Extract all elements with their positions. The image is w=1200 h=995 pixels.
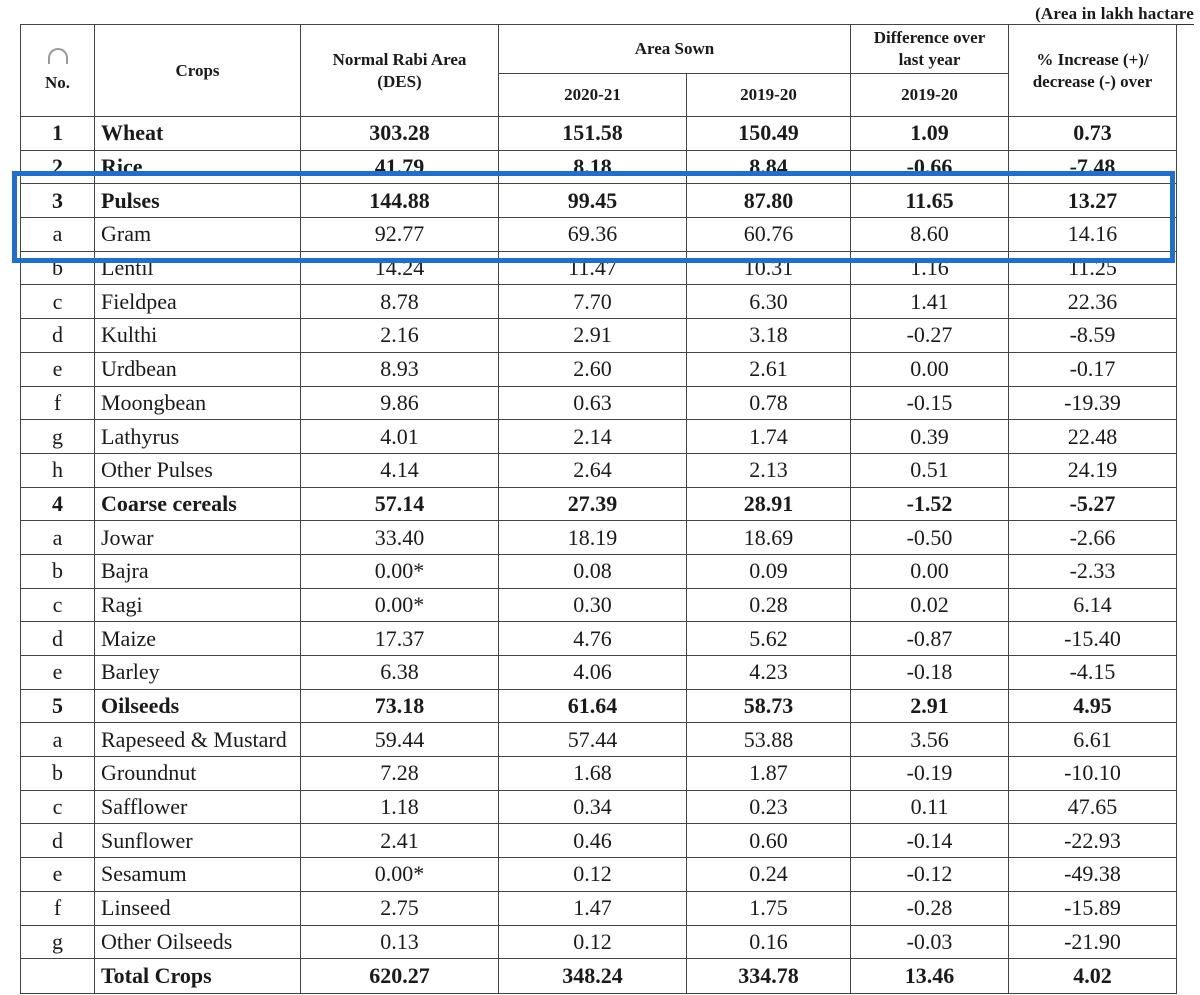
cell-percent-change: -49.38 [1009,858,1177,892]
cell-normal-area: 7.28 [301,757,499,791]
table-row [21,117,1177,151]
table-row [21,487,1177,521]
cell-area-2020-21: 7.70 [499,285,687,319]
units-caption: (Area in lakh hactare [1035,4,1194,23]
cell-normal-area: 9.86 [301,386,499,420]
cell-area-2019-20: 0.78 [687,386,851,420]
cell-area-2020-21: 57.44 [499,723,687,757]
cell-normal-area: 0.13 [301,925,499,959]
cell-difference: 0.51 [851,453,1009,487]
cell-percent-change: 47.65 [1009,790,1177,824]
cell-normal-area: 6.38 [301,656,499,690]
cell-crop: Coarse cereals [95,487,301,521]
cell-difference: 0.39 [851,420,1009,454]
cell-difference: 11.65 [851,184,1009,218]
cell-difference: -0.87 [851,622,1009,656]
table-row [21,453,1177,487]
cell-area-2019-20: 28.91 [687,487,851,521]
cell-difference: -0.27 [851,319,1009,353]
table-row [21,689,1177,723]
table-row [21,521,1177,555]
cell-no: 3 [21,184,95,218]
cell-area-2020-21: 2.91 [499,319,687,353]
table-body [21,117,1177,994]
cell-percent-change: 22.48 [1009,420,1177,454]
table-row [21,925,1177,959]
table-row [21,352,1177,386]
cell-difference: -0.12 [851,858,1009,892]
cell-area-2019-20: 5.62 [687,622,851,656]
cell-no: c [21,285,95,319]
cell-crop: Other Pulses [95,453,301,487]
cell-crop: Kulthi [95,319,301,353]
cell-area-2019-20: 0.16 [687,925,851,959]
header-pct-line1: % Increase (+)/ [1036,49,1149,69]
header-year-2019-20: 2019-20 [687,74,851,117]
cell-percent-change: 14.16 [1009,218,1177,252]
cell-normal-area: 4.14 [301,453,499,487]
cell-difference: 1.41 [851,285,1009,319]
cell-no: g [21,925,95,959]
cell-percent-change: -15.89 [1009,891,1177,925]
cell-normal-area: 0.00* [301,554,499,588]
header-diff-line1: Difference over [873,28,986,47]
cell-difference: 13.46 [851,959,1009,994]
cell-percent-change: 4.02 [1009,959,1177,994]
cell-crop: Wheat [95,117,301,151]
cell-no: 5 [21,689,95,723]
cell-difference: 8.60 [851,218,1009,252]
table-row [21,218,1177,252]
cell-normal-area: 8.78 [301,285,499,319]
cell-area-2019-20: 1.87 [687,757,851,791]
cell-no: c [21,790,95,824]
cell-area-2019-20: 2.13 [687,453,851,487]
cell-no: b [21,554,95,588]
cell-normal-area: 1.18 [301,790,499,824]
cell-area-2019-20: 0.23 [687,790,851,824]
table-row [21,891,1177,925]
cell-percent-change: 11.25 [1009,251,1177,285]
cell-no: d [21,319,95,353]
cell-area-2020-21: 18.19 [499,521,687,555]
header-normal-line1: Normal Rabi Area [332,49,467,69]
cell-normal-area: 33.40 [301,521,499,555]
cell-crop: Oilseeds [95,689,301,723]
cell-area-2019-20: 1.75 [687,891,851,925]
cell-area-2019-20: 18.69 [687,521,851,555]
cell-area-2020-21: 99.45 [499,184,687,218]
cell-no: 1 [21,117,95,151]
cell-no: b [21,251,95,285]
cell-percent-change: -2.33 [1009,554,1177,588]
cell-normal-area: 8.93 [301,352,499,386]
cell-normal-area: 2.16 [301,319,499,353]
cell-area-2019-20: 58.73 [687,689,851,723]
table-row [21,858,1177,892]
cell-crop: Lathyrus [95,420,301,454]
cell-difference: 0.00 [851,554,1009,588]
cell-no: e [21,858,95,892]
cell-crop: Urdbean [95,352,301,386]
cell-crop: Sesamum [95,858,301,892]
cell-area-2019-20: 87.80 [687,184,851,218]
cell-percent-change: -7.48 [1009,150,1177,184]
cell-no: f [21,891,95,925]
header-area-sown: Area Sown [499,25,851,74]
cell-difference: -0.50 [851,521,1009,555]
cell-no: a [21,521,95,555]
cell-area-2020-21: 1.47 [499,891,687,925]
cell-percent-change: -22.93 [1009,824,1177,858]
cell-difference: -0.03 [851,925,1009,959]
cell-crop: Bajra [95,554,301,588]
cell-normal-area: 303.28 [301,117,499,151]
table-row [21,622,1177,656]
cell-difference: 1.09 [851,117,1009,151]
cell-crop: Sunflower [95,824,301,858]
cell-difference: -0.66 [851,150,1009,184]
cell-crop: Jowar [95,521,301,555]
cell-difference: 0.00 [851,352,1009,386]
cell-no: 4 [21,487,95,521]
cell-area-2020-21: 11.47 [499,251,687,285]
cell-area-2019-20: 150.49 [687,117,851,151]
cell-area-2020-21: 151.58 [499,117,687,151]
cell-percent-change: 0.73 [1009,117,1177,151]
cell-normal-area: 73.18 [301,689,499,723]
cell-no: 2 [21,150,95,184]
cell-crop: Ragi [95,588,301,622]
cell-no: g [21,420,95,454]
cell-crop: Total Crops [95,959,301,994]
cell-area-2020-21: 61.64 [499,689,687,723]
cell-normal-area: 4.01 [301,420,499,454]
header-percent-change [1009,25,1177,117]
table-row [21,285,1177,319]
cell-area-2020-21: 348.24 [499,959,687,994]
cell-percent-change: -4.15 [1009,656,1177,690]
cell-crop: Lentil [95,251,301,285]
cell-area-2020-21: 2.14 [499,420,687,454]
cell-normal-area: 0.00* [301,588,499,622]
cell-percent-change: 22.36 [1009,285,1177,319]
cell-area-2019-20: 334.78 [687,959,851,994]
cell-area-2020-21: 69.36 [499,218,687,252]
table-row [21,319,1177,353]
header-difference [851,25,1009,74]
cell-normal-area: 59.44 [301,723,499,757]
cell-difference: 2.91 [851,689,1009,723]
cell-crop: Pulses [95,184,301,218]
cell-area-2020-21: 0.12 [499,858,687,892]
cell-no: f [21,386,95,420]
cell-percent-change: -21.90 [1009,925,1177,959]
header-no [21,25,95,117]
table-row [21,554,1177,588]
header-normal-line2: (DES) [377,71,422,91]
cell-area-2019-20: 2.61 [687,352,851,386]
cell-no: e [21,352,95,386]
cell-area-2020-21: 0.63 [499,386,687,420]
cell-area-2020-21: 4.06 [499,656,687,690]
cell-area-2019-20: 60.76 [687,218,851,252]
cell-difference: 3.56 [851,723,1009,757]
cell-difference: -0.14 [851,824,1009,858]
cell-percent-change: 13.27 [1009,184,1177,218]
cell-area-2020-21: 0.34 [499,790,687,824]
header-normal-area [301,25,499,117]
cell-area-2019-20: 0.60 [687,824,851,858]
header-pct-line2: decrease (-) over [1032,71,1153,91]
rabi-area-table [20,24,1177,994]
cell-area-2020-21: 1.68 [499,757,687,791]
table-row [21,386,1177,420]
cell-percent-change: -19.39 [1009,386,1177,420]
table-row [21,790,1177,824]
cell-difference: -1.52 [851,487,1009,521]
cell-area-2020-21: 0.46 [499,824,687,858]
cell-crop: Linseed [95,891,301,925]
cell-crop: Gram [95,218,301,252]
cell-normal-area: 57.14 [301,487,499,521]
table-row [21,959,1177,994]
cell-percent-change: -8.59 [1009,319,1177,353]
cell-area-2020-21: 2.64 [499,453,687,487]
cell-normal-area: 2.41 [301,824,499,858]
cell-no: c [21,588,95,622]
cell-area-2019-20: 0.28 [687,588,851,622]
header-diff-line2: last year [898,50,961,69]
cell-area-2020-21: 0.12 [499,925,687,959]
cell-difference: -0.15 [851,386,1009,420]
cell-area-2019-20: 10.31 [687,251,851,285]
cell-area-2019-20: 53.88 [687,723,851,757]
cell-difference: 0.02 [851,588,1009,622]
cell-crop: Rapeseed & Mustard [95,723,301,757]
cell-area-2020-21: 0.30 [499,588,687,622]
cell-crop: Rice [95,150,301,184]
cell-normal-area: 2.75 [301,891,499,925]
cell-percent-change: 6.61 [1009,723,1177,757]
cell-area-2020-21: 8.18 [499,150,687,184]
header-year-2020-21: 2020-21 [499,74,687,117]
table-row [21,723,1177,757]
header-crops: Crops [95,25,301,117]
cell-crop: Barley [95,656,301,690]
cell-area-2020-21: 4.76 [499,622,687,656]
cell-normal-area: 144.88 [301,184,499,218]
cell-percent-change: -5.27 [1009,487,1177,521]
table-row [21,251,1177,285]
cell-difference: 1.16 [851,251,1009,285]
table-row [21,757,1177,791]
cell-crop: Fieldpea [95,285,301,319]
cell-no: a [21,723,95,757]
cell-no: d [21,824,95,858]
cell-area-2019-20: 1.74 [687,420,851,454]
cell-no: d [21,622,95,656]
table-row [21,588,1177,622]
cell-normal-area: 92.77 [301,218,499,252]
cell-crop: Groundnut [95,757,301,791]
cell-normal-area: 14.24 [301,251,499,285]
cell-normal-area: 620.27 [301,959,499,994]
cell-area-2020-21: 27.39 [499,487,687,521]
cell-percent-change: -2.66 [1009,521,1177,555]
cell-percent-change: -0.17 [1009,352,1177,386]
cell-difference: -0.28 [851,891,1009,925]
cell-crop: Other Oilseeds [95,925,301,959]
cell-difference: -0.19 [851,757,1009,791]
cell-crop: Maize [95,622,301,656]
header-diff-year: 2019-20 [851,74,1009,117]
cell-percent-change: 24.19 [1009,453,1177,487]
header-no-label: No. [44,72,71,92]
cell-area-2020-21: 2.60 [499,352,687,386]
cell-area-2019-20: 3.18 [687,319,851,353]
cell-area-2019-20: 0.09 [687,554,851,588]
cell-percent-change: 4.95 [1009,689,1177,723]
table-row [21,150,1177,184]
table-row [21,656,1177,690]
cell-percent-change: -15.40 [1009,622,1177,656]
cell-percent-change: -10.10 [1009,757,1177,791]
scan-mark-icon [48,48,68,64]
cell-difference: -0.18 [851,656,1009,690]
cell-normal-area: 17.37 [301,622,499,656]
cell-difference: 0.11 [851,790,1009,824]
cell-area-2019-20: 4.23 [687,656,851,690]
table-row [21,420,1177,454]
cell-no: e [21,656,95,690]
cell-area-2019-20: 6.30 [687,285,851,319]
cell-no: b [21,757,95,791]
cell-no [21,959,95,994]
table-row [21,184,1177,218]
cell-area-2019-20: 8.84 [687,150,851,184]
cell-no: h [21,453,95,487]
cell-area-2020-21: 0.08 [499,554,687,588]
cell-crop: Moongbean [95,386,301,420]
table-row [21,824,1177,858]
cell-percent-change: 6.14 [1009,588,1177,622]
cell-no: a [21,218,95,252]
cell-normal-area: 41.79 [301,150,499,184]
cell-crop: Safflower [95,790,301,824]
cell-area-2019-20: 0.24 [687,858,851,892]
cell-normal-area: 0.00* [301,858,499,892]
